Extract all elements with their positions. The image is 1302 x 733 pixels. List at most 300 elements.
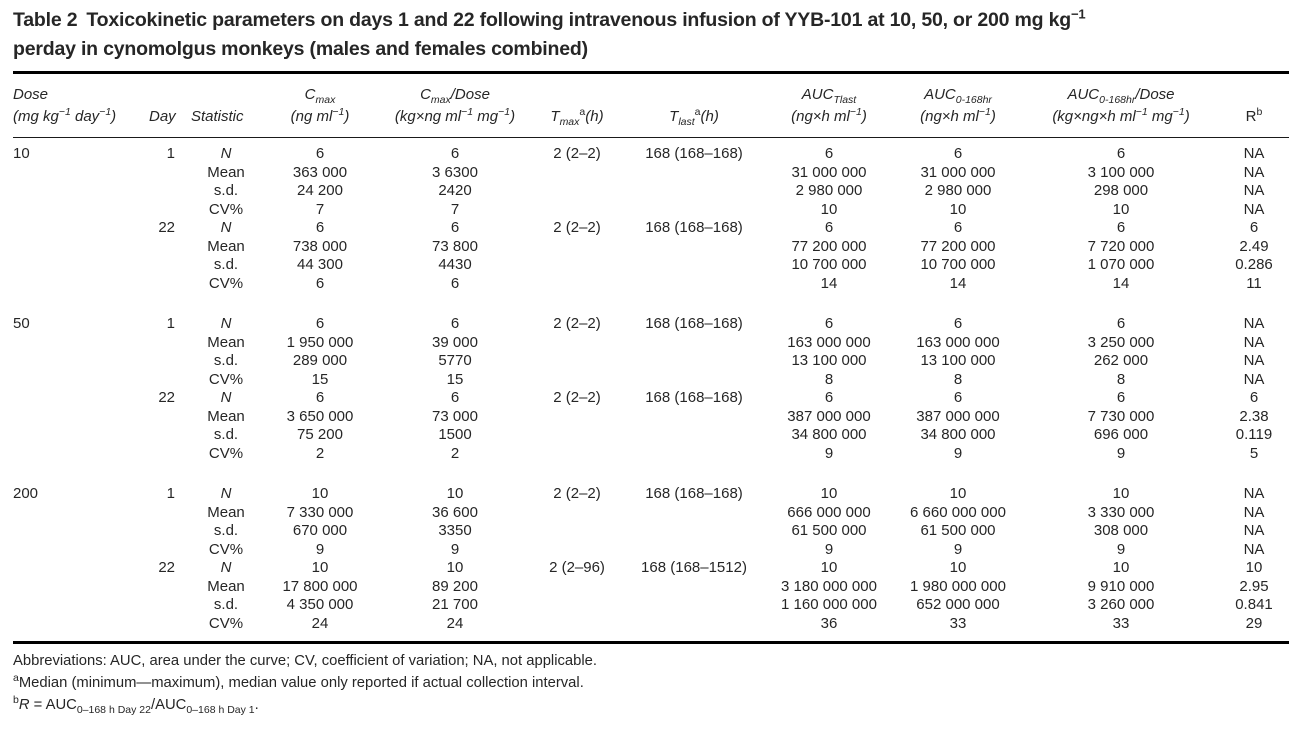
cell-day [149, 541, 191, 560]
cell-cmax-dose: 6 [450, 145, 460, 162]
cell-cmax: 9 [315, 540, 325, 558]
cell-statistic: N [220, 145, 232, 162]
cell-cmax-dose: 7 [450, 200, 460, 218]
cell-tmax [531, 408, 623, 427]
table-row [13, 352, 1289, 371]
cell-day [149, 164, 191, 183]
title-line-1: Table 2 Toxicokinetic parameters on days 1 and 22 following intravenous infusion of YYB-101 at 10, 50, or 200 mg $kg^{-1}$ [13, 6, 1086, 31]
cell-auc-0-168-dose: 308 000 [1093, 522, 1149, 539]
cell-cmax: 75 200 [297, 426, 343, 443]
table-header [13, 73, 1289, 138]
col-header-tmax: $T_{max}^a(h)$ [531, 73, 623, 138]
cell-auc-0-168: 6 [953, 315, 963, 332]
cell-cmax: 363 000 [292, 163, 348, 181]
cell-cmax: 10 [311, 485, 329, 502]
cell-dose [13, 164, 149, 183]
cell-tlast [623, 541, 765, 560]
table-row [13, 426, 1289, 445]
table-body [13, 138, 1289, 643]
cell-tlast [623, 445, 765, 464]
cell-dose: 50 [13, 315, 30, 332]
cell-cmax-dose: 1500 [438, 426, 472, 443]
cell-tmax [531, 182, 623, 201]
cell-tlast [623, 426, 765, 445]
cell-r: NA [1243, 503, 1265, 521]
cell-tmax [531, 522, 623, 541]
cell-statistic: N [220, 219, 232, 236]
cell-auc-tlast: 8 [824, 370, 834, 388]
cell-auc-tlast: 6 [824, 219, 834, 236]
cell-auc-0-168-dose: 1 070 000 [1087, 256, 1155, 273]
table-row [13, 138, 1289, 164]
cell-cmax: 6 [315, 145, 325, 162]
cell-statistic: s.d. [213, 182, 239, 199]
cell-day [149, 578, 191, 597]
cell-day [149, 426, 191, 445]
cell-tmax [531, 596, 623, 615]
cell-cmax-dose: 15 [446, 370, 464, 388]
cell-dose [13, 201, 149, 220]
cell-cmax: 4 350 000 [286, 596, 354, 613]
cell-tmax [531, 275, 623, 294]
cell-r: NA [1243, 315, 1265, 332]
cell-tmax [531, 352, 623, 371]
table-row [13, 201, 1289, 220]
cell-tmax [531, 445, 623, 464]
cell-auc-0-168: 61 500 000 [920, 522, 996, 539]
cell-auc-0-168-dose: 9 [1116, 444, 1126, 462]
cell-day [149, 504, 191, 523]
cell-auc-tlast: 9 [824, 540, 834, 558]
cell-tmax [531, 164, 623, 183]
cell-cmax-dose: 73 000 [432, 407, 478, 425]
cell-tmax: 2 (2–2) [553, 485, 601, 502]
cell-tmax [531, 334, 623, 353]
cell-r: 10 [1245, 559, 1263, 576]
cell-cmax: 6 [315, 315, 325, 332]
table-row [13, 408, 1289, 427]
col-header-day: Day [149, 73, 191, 138]
cell-dose [13, 522, 149, 541]
cell-auc-0-168-dose: 6 [1116, 389, 1126, 406]
cell-day [149, 201, 191, 220]
cell-r: 2.49 [1239, 237, 1269, 255]
cell-day [149, 352, 191, 371]
cell-auc-tlast: 10 700 000 [791, 256, 867, 273]
table-row [13, 541, 1289, 560]
cell-tmax [531, 238, 623, 257]
cell-cmax-dose: 24 [446, 614, 464, 632]
cell-statistic: CV% [208, 274, 244, 292]
table-row [13, 275, 1289, 294]
cell-day: 22 [158, 389, 175, 406]
col-header-tlast: $T_{last}^a(h)$ [623, 73, 765, 138]
cell-cmax: 738 000 [292, 237, 348, 255]
cell-auc-0-168-dose: 14 [1112, 274, 1130, 292]
cell-cmax: 3 650 000 [286, 407, 354, 425]
cell-auc-0-168: 14 [949, 274, 967, 292]
cell-tmax: 2 (2–2) [553, 219, 601, 236]
cell-tmax [531, 201, 623, 220]
cell-dose [13, 615, 149, 643]
cell-statistic: s.d. [213, 522, 239, 539]
cell-auc-0-168-dose: 298 000 [1093, 182, 1149, 199]
cell-r: NA [1243, 352, 1265, 369]
table-row [13, 256, 1289, 275]
cell-statistic: Mean [207, 407, 245, 425]
cell-day [149, 371, 191, 390]
cell-day [149, 522, 191, 541]
table-row [13, 293, 1289, 334]
cell-auc-tlast: 666 000 000 [787, 503, 871, 521]
cell-cmax-dose: 2420 [438, 182, 472, 199]
cell-tlast [623, 256, 765, 275]
cell-auc-0-168: 6 [953, 145, 963, 162]
table-row [13, 522, 1289, 541]
cell-dose [13, 445, 149, 464]
cell-dose: 10 [13, 145, 30, 162]
cell-auc-tlast: 163 000 000 [787, 333, 871, 351]
col-header-auc-0-168-dose: $AUC_{0-168hr}$/Dose (kg×ng×h $ml^{-1}$ $mg^{-1}$) [1023, 73, 1219, 138]
col-header-cmax: $C_{max}$ (ng $ml^{-1}$) [261, 73, 379, 138]
table-row [13, 445, 1289, 464]
cell-r: NA [1243, 200, 1265, 218]
cell-auc-0-168-dose: 262 000 [1093, 352, 1149, 369]
cell-cmax-dose: 10 [446, 485, 464, 502]
cell-auc-0-168-dose: 3 250 000 [1087, 333, 1155, 351]
cell-day: 1 [166, 485, 175, 502]
cell-dose [13, 334, 149, 353]
cell-cmax: 24 200 [297, 182, 343, 199]
cell-auc-0-168-dose: 10 [1112, 559, 1130, 576]
table-row [13, 615, 1289, 643]
cell-dose [13, 182, 149, 201]
cell-statistic: CV% [208, 540, 244, 558]
cell-r: 0.119 [1235, 426, 1273, 443]
cell-auc-0-168-dose: 9 910 000 [1087, 577, 1155, 595]
cell-cmax-dose: 21 700 [432, 596, 478, 613]
cell-auc-0-168: 387 000 000 [916, 407, 1000, 425]
cell-r: 2.95 [1239, 577, 1269, 595]
cell-tlast [623, 578, 765, 597]
footnote-abbreviations: Abbreviations: AUC, area under the curve; CV, coefficient of variation; NA, not applicable. [13, 653, 597, 669]
cell-auc-tlast: 61 500 000 [791, 522, 867, 539]
cell-statistic: N [220, 485, 232, 502]
cell-cmax-dose: 9 [450, 540, 460, 558]
cell-statistic: Mean [207, 333, 245, 351]
cell-tlast [623, 334, 765, 353]
col-header-statistic: Statistic [191, 73, 261, 138]
cell-cmax: 15 [311, 370, 329, 388]
cell-tlast: 168 (168–168) [645, 315, 743, 332]
cell-day: 1 [166, 145, 175, 162]
cell-auc-0-168: 10 700 000 [920, 256, 996, 273]
cell-auc-0-168: 652 000 000 [916, 596, 1000, 613]
cell-statistic: CV% [208, 370, 244, 388]
table-row [13, 463, 1289, 504]
cell-auc-0-168: 10 [949, 559, 967, 576]
col-header-dose: Dose (mg $kg^{-1}$ day$^{-1}$) [13, 73, 149, 138]
cell-statistic: N [220, 389, 232, 406]
cell-dose [13, 238, 149, 257]
cell-dose [13, 426, 149, 445]
cell-auc-tlast: 3 180 000 000 [781, 577, 877, 595]
cell-cmax: 6 [315, 274, 325, 292]
table-row [13, 182, 1289, 201]
cell-dose: 200 [13, 485, 39, 502]
cell-cmax-dose: 36 600 [432, 503, 478, 521]
cell-cmax-dose: 6 [450, 315, 460, 332]
cell-cmax-dose: 2 [450, 444, 460, 462]
cell-day: 1 [166, 315, 175, 332]
cell-cmax-dose: 6 [450, 219, 460, 236]
cell-r: NA [1243, 163, 1265, 181]
cell-statistic: s.d. [213, 426, 239, 443]
cell-tmax: 2 (2–2) [553, 389, 601, 406]
cell-auc-tlast: 2 980 000 [795, 182, 863, 199]
cell-statistic: Mean [207, 237, 245, 255]
cell-r: 29 [1245, 614, 1263, 632]
cell-auc-0-168: 31 000 000 [920, 163, 996, 181]
cell-auc-0-168: 2 980 000 [924, 182, 992, 199]
cell-auc-0-168-dose: 33 [1112, 614, 1130, 632]
cell-statistic: CV% [208, 444, 244, 462]
cell-auc-0-168-dose: 3 330 000 [1087, 503, 1155, 521]
cell-day [149, 615, 191, 643]
cell-auc-0-168: 6 [953, 219, 963, 236]
cell-auc-0-168: 6 [953, 389, 963, 406]
cell-statistic: CV% [208, 200, 244, 218]
cell-cmax: 670 000 [292, 522, 348, 539]
cell-r: 6 [1249, 219, 1259, 236]
cell-r: NA [1243, 182, 1265, 199]
title-superscript: −1 [1070, 6, 1086, 22]
table-row [13, 238, 1289, 257]
cell-day [149, 334, 191, 353]
cell-cmax-dose: 6 [450, 274, 460, 292]
table-row [13, 164, 1289, 183]
cell-dose [13, 408, 149, 427]
title-line-2: perday in cynomolgus monkeys (males and females combined) [13, 38, 588, 60]
footnote-a: $^a$Median (minimum—maximum), median value only reported if actual collection interval. [13, 672, 584, 691]
cell-tmax [531, 256, 623, 275]
cell-cmax: 1 950 000 [286, 333, 354, 351]
cell-auc-0-168: 34 800 000 [920, 426, 996, 443]
cell-auc-0-168-dose: 6 [1116, 219, 1126, 236]
cell-auc-0-168-dose: 6 [1116, 145, 1126, 162]
table-row [13, 219, 1289, 238]
cell-day: 22 [158, 559, 175, 576]
cell-tlast [623, 238, 765, 257]
toxicokinetic-table [13, 71, 1289, 644]
cell-auc-0-168: 10 [949, 200, 967, 218]
cell-auc-tlast: 36 [820, 614, 838, 632]
cell-dose [13, 596, 149, 615]
cell-tlast [623, 504, 765, 523]
cell-tlast [623, 201, 765, 220]
cell-auc-tlast: 31 000 000 [791, 163, 867, 181]
cell-auc-0-168-dose: 9 [1116, 540, 1126, 558]
cell-auc-tlast: 13 100 000 [791, 352, 867, 369]
cell-statistic: s.d. [213, 596, 239, 613]
cell-auc-0-168: 9 [953, 444, 963, 462]
cell-tlast [623, 164, 765, 183]
cell-tmax: 2 (2–2) [553, 315, 601, 332]
cell-cmax: 24 [311, 614, 329, 632]
cell-dose [13, 256, 149, 275]
cell-r: NA [1243, 333, 1265, 351]
cell-tlast [623, 182, 765, 201]
table-row [13, 504, 1289, 523]
table-row [13, 559, 1289, 578]
cell-tlast [623, 275, 765, 294]
col-header-cmax-dose: $C_{max}$/Dose (kg×ng $ml^{-1}$ $mg^{-1}$) [379, 73, 531, 138]
cell-dose [13, 275, 149, 294]
cell-auc-tlast: 10 [820, 559, 838, 576]
cell-day [149, 445, 191, 464]
cell-tlast [623, 596, 765, 615]
cell-r: 2.38 [1239, 407, 1269, 425]
cell-auc-0-168: 1 980 000 000 [910, 577, 1006, 595]
cell-auc-0-168-dose: 696 000 [1093, 426, 1149, 443]
cell-r: 6 [1249, 389, 1259, 406]
cell-dose [13, 389, 149, 408]
cell-auc-0-168: 8 [953, 370, 963, 388]
cell-tmax [531, 504, 623, 523]
cell-r: NA [1243, 540, 1265, 558]
cell-tlast: 168 (168–1512) [641, 559, 747, 576]
cell-cmax-dose: 4430 [438, 256, 472, 273]
cell-cmax-dose: 3 6300 [432, 163, 478, 181]
cell-tmax [531, 541, 623, 560]
cell-tmax [531, 426, 623, 445]
cell-day [149, 182, 191, 201]
cell-day [149, 256, 191, 275]
cell-auc-0-168: 163 000 000 [916, 333, 1000, 351]
cell-tlast [623, 408, 765, 427]
cell-tlast: 168 (168–168) [645, 389, 743, 406]
cell-auc-tlast: 6 [824, 389, 834, 406]
cell-cmax: 10 [311, 559, 329, 576]
cell-cmax-dose: 3350 [438, 522, 472, 539]
cell-auc-0-168-dose: 10 [1112, 200, 1130, 218]
cell-auc-0-168: 9 [953, 540, 963, 558]
cell-tlast [623, 522, 765, 541]
cell-tlast [623, 615, 765, 643]
cell-dose [13, 559, 149, 578]
cell-dose [13, 504, 149, 523]
cell-auc-tlast: 10 [820, 200, 838, 218]
cell-statistic: Mean [207, 577, 245, 595]
table-row [13, 371, 1289, 390]
cell-tlast [623, 371, 765, 390]
cell-tlast: 168 (168–168) [645, 219, 743, 236]
cell-tmax [531, 578, 623, 597]
cell-cmax: 6 [315, 219, 325, 236]
cell-statistic: s.d. [213, 352, 239, 369]
cell-r: 0.286 [1235, 256, 1273, 273]
cell-dose [13, 219, 149, 238]
cell-r: NA [1243, 145, 1265, 162]
cell-auc-tlast: 34 800 000 [791, 426, 867, 443]
cell-auc-tlast: 9 [824, 444, 834, 462]
cell-auc-tlast: 1 160 000 000 [781, 596, 877, 613]
cell-statistic: Mean [207, 163, 245, 181]
cell-cmax-dose: 89 200 [432, 577, 478, 595]
cell-tlast: 168 (168–168) [645, 145, 743, 162]
cell-r: 11 [1246, 274, 1262, 292]
cell-statistic: N [220, 559, 232, 576]
cell-r: NA [1243, 485, 1265, 502]
cell-cmax: 7 [315, 200, 325, 218]
cell-tmax [531, 615, 623, 643]
cell-auc-tlast: 387 000 000 [787, 407, 871, 425]
cell-r: NA [1243, 522, 1265, 539]
cell-cmax: 2 [315, 444, 325, 462]
cell-auc-0-168: 33 [949, 614, 967, 632]
cell-auc-0-168-dose: 10 [1112, 485, 1130, 502]
cell-day [149, 238, 191, 257]
col-header-auc-tlast: $AUC_{Tlast}$ (ng×h $ml^{-1}$) [765, 73, 893, 138]
table-footnotes [13, 650, 1289, 716]
cell-day [149, 275, 191, 294]
cell-auc-0-168: 77 200 000 [920, 237, 996, 255]
cell-tlast [623, 352, 765, 371]
cell-r: 5 [1249, 444, 1259, 462]
cell-statistic: N [220, 315, 232, 332]
cell-tmax [531, 371, 623, 390]
cell-tmax: 2 (2–96) [549, 559, 605, 576]
cell-cmax-dose: 10 [446, 559, 464, 576]
cell-dose [13, 352, 149, 371]
cell-day [149, 596, 191, 615]
cell-auc-tlast: 6 [824, 315, 834, 332]
cell-dose [13, 541, 149, 560]
cell-cmax: 17 800 000 [282, 577, 358, 595]
footnote-b: $^bR = AUC_{0-168 h Day 22}/AUC_{0-168 h Day 1}$. [13, 694, 259, 716]
cell-auc-0-168-dose: 3 100 000 [1087, 163, 1155, 181]
cell-auc-tlast: 10 [820, 485, 838, 502]
cell-cmax: 6 [315, 389, 325, 406]
cell-cmax-dose: 39 000 [432, 333, 478, 351]
cell-statistic: Mean [207, 503, 245, 521]
cell-cmax-dose: 5770 [438, 352, 472, 369]
cell-cmax-dose: 73 800 [432, 237, 478, 255]
cell-auc-0-168-dose: 7 720 000 [1087, 237, 1155, 255]
cell-auc-tlast: 14 [820, 274, 838, 292]
table-row [13, 578, 1289, 597]
cell-tmax: 2 (2–2) [553, 145, 601, 162]
cell-auc-0-168-dose: 8 [1116, 370, 1126, 388]
cell-tlast: 168 (168–168) [645, 485, 743, 502]
cell-auc-tlast: 6 [824, 145, 834, 162]
table-row [13, 334, 1289, 353]
cell-auc-0-168-dose: 6 [1116, 315, 1126, 332]
cell-dose [13, 578, 149, 597]
cell-cmax: 289 000 [292, 352, 348, 369]
table-row [13, 389, 1289, 408]
cell-cmax-dose: 6 [450, 389, 460, 406]
cell-dose [13, 371, 149, 390]
cell-auc-tlast: 77 200 000 [791, 237, 867, 255]
cell-r: NA [1243, 370, 1265, 388]
cell-cmax: 7 330 000 [286, 503, 354, 521]
cell-auc-0-168-dose: 7 730 000 [1087, 407, 1155, 425]
col-header-r: $R^b$ [1219, 73, 1289, 138]
cell-auc-0-168: 13 100 000 [920, 352, 996, 369]
cell-auc-0-168-dose: 3 260 000 [1087, 596, 1155, 613]
table-title [13, 6, 1289, 64]
